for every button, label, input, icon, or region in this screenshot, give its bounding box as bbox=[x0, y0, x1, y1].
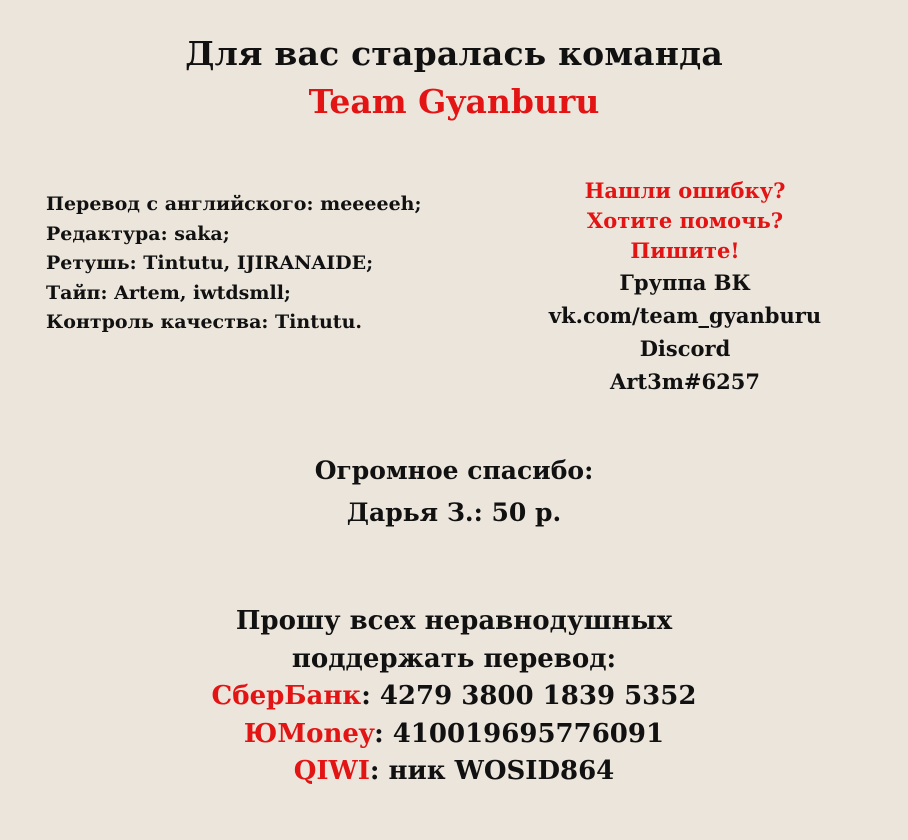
contact-prompt-error: Нашли ошибку? bbox=[584, 178, 786, 203]
payment-sberbank bbox=[0, 678, 908, 716]
credit-label: Редактура: bbox=[46, 222, 168, 245]
donor-entry: Дарья З.: 50 р. bbox=[346, 498, 562, 527]
credit-value: saka; bbox=[174, 222, 230, 245]
payment-value: : 4279 3800 1839 5352 bbox=[361, 681, 697, 711]
credit-typesetting bbox=[46, 279, 516, 309]
payment-name: QIWI bbox=[293, 756, 370, 786]
thanks-block bbox=[0, 450, 908, 534]
credit-label: Контроль качества: bbox=[46, 311, 269, 333]
contact-block bbox=[460, 176, 908, 398]
credit-quality-control bbox=[46, 308, 516, 338]
payment-qiwi bbox=[0, 753, 908, 791]
header bbox=[0, 28, 908, 124]
payment-value: : ник WOSID864 bbox=[369, 756, 615, 786]
contact-prompt-help: Хотите помочь? bbox=[586, 208, 784, 233]
payment-value: : 410019695776091 bbox=[374, 718, 665, 749]
payment-yumoney bbox=[0, 716, 908, 754]
credit-value: meeeeeh; bbox=[320, 193, 422, 215]
credit-retouch bbox=[46, 249, 516, 279]
credit-value: Artem, iwtdsmll; bbox=[114, 281, 291, 304]
discord-label: Discord bbox=[639, 336, 731, 361]
credit-value: Tintutu, IJIRANAIDE; bbox=[143, 252, 374, 274]
credit-translation bbox=[46, 190, 516, 220]
credit-label: Перевод с английского: bbox=[46, 193, 314, 215]
credit-label: Тайп: bbox=[46, 281, 108, 304]
support-appeal-line2: поддержать перевод: bbox=[291, 643, 617, 674]
payment-name: СберБанк bbox=[211, 681, 362, 711]
credit-value: Tintutu. bbox=[275, 311, 362, 333]
page-title: Для вас старалась команда bbox=[185, 34, 723, 73]
vk-group-link[interactable]: vk.com/team_gyanburu bbox=[548, 303, 822, 328]
credits-list bbox=[46, 190, 516, 338]
credit-editing bbox=[46, 220, 516, 250]
payment-name: ЮMoney bbox=[243, 718, 375, 749]
thanks-heading: Огромное спасибо: bbox=[314, 456, 594, 485]
discord-handle: Art3m#6257 bbox=[610, 369, 760, 394]
contact-prompt-write: Пишите! bbox=[630, 238, 740, 263]
credit-label: Ретушь: bbox=[46, 252, 137, 274]
vk-group-label: Группа ВК bbox=[619, 270, 751, 295]
team-name: Team Gyanburu bbox=[308, 82, 600, 121]
support-appeal-line1: Прошу всех неравнодушных bbox=[235, 606, 673, 636]
support-block bbox=[0, 603, 908, 791]
